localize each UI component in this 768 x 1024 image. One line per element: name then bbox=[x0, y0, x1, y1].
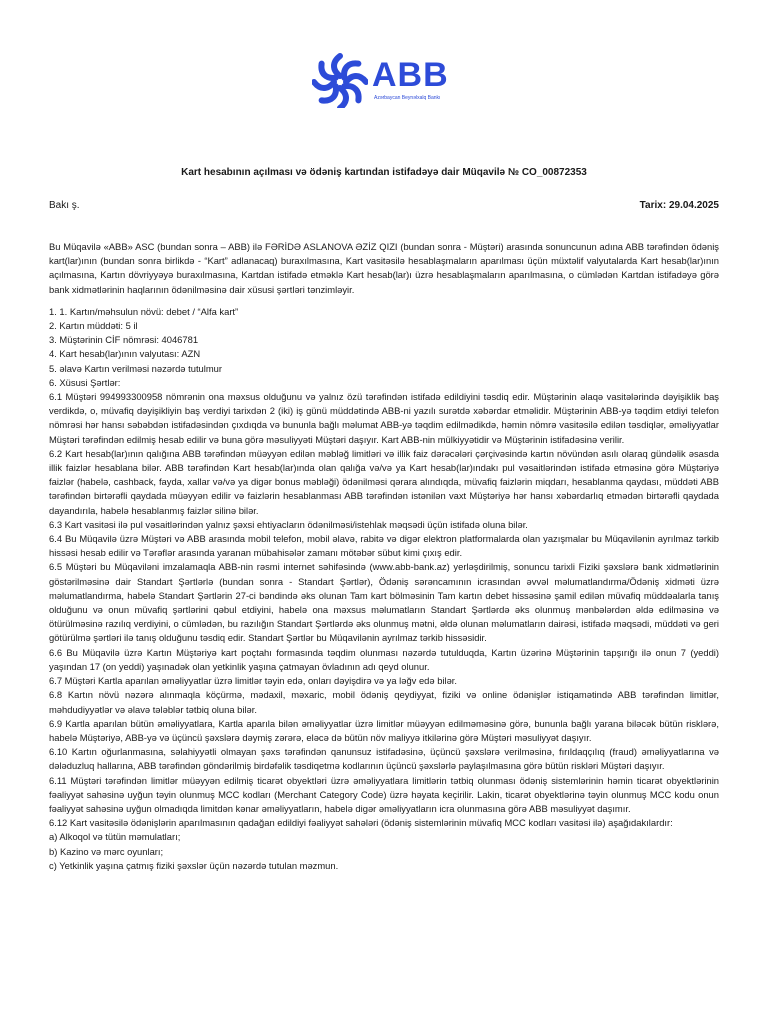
document-body bbox=[49, 240, 719, 873]
logo-subtitle: Azərbaycan Beynəlxalq Bankı bbox=[374, 95, 441, 101]
clause-line: 5. əlavə Kartın verilməsi nəzərdə tutulmur bbox=[49, 362, 222, 374]
clause-line: 6.12 Kart vasitəsilə ödənişlərin aparılmasının qadağan edildiyi fəaliyyət sahələri (ödəniş sistemlərinin müvafiq MCC kodları vasitəsi ilə) aşağıdakılardır: bbox=[49, 817, 673, 829]
clause-line: 6.11 Müştəri tərəfindən limitlər müəyyən edilmiş ticarət obyektləri üzrə əməliyyatlara limitlərin tətbiq olunması ödəniş sistemlərinin həmin ticarət obyektlərinin fəaliyyət sahəsinə uyğun təyin olunmuş MCC kodları (Merchant Category Code) üzrə həyata keçirilir. Lakin, ticarət obyektlərinə təyin olunmuş MCC kodu onun fəaliyyət sahəsinə uyğun olmadıqda limitdən kənar əməliyyatların, habelə digər əməliyyatların icra olunmasına görə ABB məsuliyyət daşımır. bbox=[49, 774, 719, 814]
intro-paragraph: Bu Müqavilə «ABB» ASC (bundan sonra – ABB) ilə FƏRİDƏ ASLANOVA ƏZİZ QIZI (bundan sonra - Müştəri) arasında sonuncunun adına ABB tərəfindən ödəniş kart(lar)ının (bundan sonra birlikdə - “Kart” adlanacaq) buraxılmasına, Kart vasitəsilə hesablaşmaların aparılması üçün müxtəlif valyutalarda Kart hesab(lar)ının açılmasına, Kartın dövriyyəyə buraxılmasına, Kartdan istifadə etməklə Kart hesab(lar)ı üzrə hesablaşmaların aparılmasına, o cümlədən Kartdan istifadəyə görə bank xidmətlərinin haqlarının ödənilməsinə dair xüsusi şərtləri tənzimləyir. bbox=[49, 241, 719, 295]
clause-line: b) Kazino və mərc oyunları; bbox=[49, 845, 164, 857]
logo-text: ABB bbox=[372, 56, 449, 94]
clause-line: 1. 1. Kartın/məhsulun növü: debet / “Alfa kart” bbox=[49, 305, 239, 317]
clause-line: 6.5 Müştəri bu Müqaviləni imzalamaqla ABB-nin rəsmi internet səhifəsində (www.abb-bank.az) yerləşdirilmiş, sonuncu tarixli Fiziki şəxslərə bank xidmətlərinin göstərilməsinə dair Standart Şərtlərlə (bundan sonra - Standart Şərtlər), Ödəniş sərəncamının icrasından əvvəl məlumatlandırma/Ödəniş xidməti üzrə məlumatlandırma, habelə Standart Şərtlərin 27-ci bəndində əks olunan Tam kart bölməsinin Tam kartın debet hissəsinə şamil edilən müvafiq müddəalarla tanış olduğunu və onun müvafiq şərtlərini qəbul etdiyini, habelə ona məxsus məlumatların Standart Şərtlərdə əks olunmuş mənbələrdən əldə edilməsinə və ötürülməsinə razılıq verdiyini, o cümlədən, bu razılığın Standart Şərtlərdə əks olunmuş mətni, əldə olunan məlumatların dairəsi, istifadə məqsədi, müddəti və geri götürülmə şərtləri ilə tanış olduğunu təsdiq edir. Standart Şərtlər bu Müqavilənin ayrılmaz tərkib hissəsidir. bbox=[49, 561, 719, 644]
clause-line: 6.9 Kartla aparılan bütün əməliyyatlara, Kartla aparıla bilən əməliyyatlar üzrə limitlər müəyyən edilməməsinə görə, bununla bağlı yarana biləcək bütün risklərə, habelə Müştəriyə, ABB-yə və üçüncü şəxslərə dəymiş zərərə, eləcə də bütün növ maliyyə itkilərinə görə Müştəri məsuliyyət daşıyır. bbox=[49, 717, 719, 743]
clause-line: 3. Müştərinin CİF nömrəsi: 4046781 bbox=[49, 334, 199, 346]
document-date: Tarix: 29.04.2025 bbox=[639, 200, 719, 211]
clause-line: 6.4 Bu Müqavilə üzrə Müştəri və ABB arasında mobil telefon, mobil əlavə, rabitə və digər elektron platformalarda olan yazışmalar bu Müqavilənin ayrılmaz tərkib hissəsi hesab edilir və Tərəflər arasında yaranan mübahisələr zamanı mötəbər sübut kimi çıxış edir. bbox=[49, 533, 719, 559]
clause-line: 6.8 Kartın növü nəzərə alınmaqla köçürmə, mədaxil, məxaric, mobil ödəniş qeydiyyat, fiziki və online ödənişlər istiqamətində ABB tərəfindən limitlər, məhdudiyyətlər və əlavə tələblər tətbiq oluna bilər. bbox=[49, 689, 719, 715]
clause-line: c) Yetkinlik yaşına çatmış fiziki şəxslər üçün nəzərdə tutulan məzmun. bbox=[49, 859, 339, 871]
clause-line: 6.10 Kartın oğurlanmasına, səlahiyyətli olmayan şəxs tərəfindən qanunsuz istifadəsinə, üçüncü şəxslərə verilməsinə, fırıldaqçılıq (fraud) əməliyyatlarına və dələduzluq hallarına, ABB tərəfindən göndərilmiş birdəfəlik təsdiqetmə kodlarının üçüncü şəxslərlə paylaşılmasına görə bütün riskləri Müştəri daşıyır. bbox=[49, 746, 719, 772]
clause-line: 4. Kart hesab(lar)ının valyutası: AZN bbox=[49, 348, 201, 360]
clause-line: 6.7 Müştəri Kartla aparılan əməliyyatlar üzrə limitlər təyin edə, onları dəyişdirə və ya ləğv edə bilər. bbox=[49, 675, 458, 687]
clause-line: a) Alkoqol və tütün məmulatları; bbox=[49, 831, 181, 843]
clause-line: 6.2 Kart hesab(lar)ının qalığına ABB tərəfindən müəyyən edilən məbləğ limitləri və illik faiz dərəcələri çərçivəsində kartın növündən asılı olaraq gündəlik əsasda illik faizlər hesablana bilər. ABB tərəfindən Kart hesab(lar)ında olan qalığa və/və ya Kart hesab(lar)ındakı pul vəsaitlərindən istifadə etməsinə görə Müştəriyə faizlər (habelə, cashback, fayda, xallar və/və ya digər bonus məbləği) ödənilməsi qərara alındıqda, müvafiq faizlərin miqdarı, hesablanma qaydası, müddəti ABB tərəfindən birtərəfli qaydada müəyyən edilir və faizlərin hesablanması ABB tərəfindən istənilən vaxt Müştəriyə hər hansı xəbərdarlıq etmədən birtərəfli qaydada dayandırıla, habelə hesablanmış faizlər silinə bilər. bbox=[49, 447, 719, 516]
clause-line: 6. Xüsusi Şərtlər: bbox=[49, 376, 121, 388]
abb-logo bbox=[312, 52, 462, 116]
document-city: Bakı ş. bbox=[49, 200, 80, 211]
clause-line: 6.1 Müştəri 994993300958 nömrənin ona məxsus olduğunu və yalnız özü tərəfindən istifadə edildiyini təsdiq edir. Müştərinin əlaqə vasitələrində dəyişiklik baş verdikdə, o, müvafiq dəyişikliyin baş verdiyi tarixdən 2 (iki) iş günü müddətində ABB-ni yazılı surətdə xəbərdar etməlidir. Müştərinin ABB-yə təqdim etdiyi telefon nömrəsi hər hansı səbəbdən istifadəsindən çıxdıqda və bununla bağlı məlumat ABB-yə təqdim edilmədikdə, həmin nömrə vasitəsilə edilən təsdiqlər, əməliyyatlar Müştəri tərəfindən edilmiş hesab edilir və buna görə məsuliyyəti Müştəri daşıyır. Kart ABB-nin mülkiyyətidir və Müştərinin istifadəsinə verilir. bbox=[49, 391, 719, 445]
clause-line: 2. Kartın müddəti: 5 il bbox=[49, 320, 138, 332]
document-title: Kart hesabının açılması və ödəniş kartından istifadəyə dair Müqavilə № CO_00872353 bbox=[181, 167, 587, 178]
clause-line: 6.6 Bu Müqavilə üzrə Kartın Müştəriyə kart poçtahı formasında təqdim olunması nəzərdə tutulduqda, Kartın üzərinə Müştərinin tapşırığı ilə onun 7 (yeddi) yaşından 17 (on yeddi) yaşınadək olan yetkinlik yaşına çatmayan övladının adı qeyd olunur. bbox=[49, 646, 719, 672]
abb-emblem-icon bbox=[312, 52, 368, 108]
clause-line: 6.3 Kart vasitəsi ilə pul vəsaitlərindən yalnız şəxsi ehtiyacların ödənilməsi/istehlak məqsədi üçün istifadə oluna bilər. bbox=[49, 518, 528, 530]
